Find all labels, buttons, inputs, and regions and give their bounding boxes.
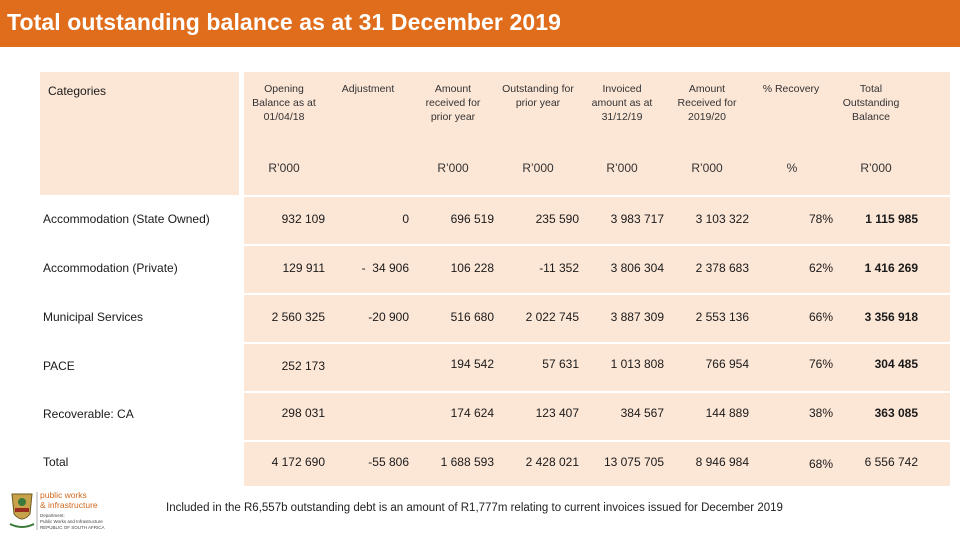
invoiced-cell: 13 075 705 <box>603 455 664 469</box>
col-header-received-prior: Amount received for prior year <box>425 83 481 123</box>
row-panel <box>244 197 950 244</box>
col-header-recovery: % Recovery <box>762 83 820 95</box>
received-current-cell: 766 954 <box>705 357 749 371</box>
category-label: Total <box>43 455 69 469</box>
adjustment-cell: 0 <box>402 212 409 226</box>
category-label: Accommodation (Private) <box>43 261 178 275</box>
unit-total-outstanding: R’000 <box>860 161 892 175</box>
received-prior-cell: 106 228 <box>450 261 494 275</box>
logo-line3: Department: <box>40 513 65 518</box>
col-header-outstanding-prior: Outstanding for prior year <box>502 83 574 109</box>
col-header-opening: Opening Balance as at 01/04/18 <box>252 83 316 123</box>
row-panel <box>244 393 950 440</box>
recovery-cell: 38% <box>808 406 833 420</box>
page-title: Total outstanding balance as at 31 December 2019 <box>7 9 562 35</box>
footnote: Included in the R6,557b outstanding debt is an amount of R1,777m relating to current invoices issued for December 2019 <box>166 502 783 514</box>
received-current-cell: 2 378 683 <box>695 261 749 275</box>
opening-cell: 129 911 <box>282 261 325 275</box>
unit-recovery: % <box>786 161 798 175</box>
row-panel <box>244 246 950 293</box>
department-logo <box>6 488 116 534</box>
row-panel <box>244 295 950 342</box>
total-outstanding-cell: 3 356 918 <box>864 310 918 324</box>
col-header-total-outstanding: Total Outstanding Balance <box>842 83 900 123</box>
opening-cell: 252 173 <box>281 359 325 373</box>
category-label: Accommodation (State Owned) <box>43 212 210 226</box>
opening-cell: 298 031 <box>281 406 325 420</box>
total-outstanding-cell: 6 556 742 <box>864 455 918 469</box>
unit-received-prior: R’000 <box>437 161 469 175</box>
total-outstanding-cell: 363 085 <box>874 406 918 420</box>
outstanding-prior-cell: 57 631 <box>542 357 579 371</box>
coat-of-arms-icon <box>6 488 116 534</box>
outstanding-prior-cell: 2 428 021 <box>525 455 579 469</box>
received-prior-cell: 516 680 <box>450 310 494 324</box>
total-outstanding-cell: 304 485 <box>874 357 918 371</box>
received-prior-cell: 174 624 <box>450 406 494 420</box>
total-outstanding-cell: 1 416 269 <box>864 261 918 275</box>
row-panel <box>244 442 950 486</box>
invoiced-cell: 384 567 <box>620 406 664 420</box>
categories-header: Categories <box>48 84 107 98</box>
logo-line4: Public Works and Infrastructure <box>40 519 103 524</box>
recovery-cell: 78% <box>808 212 833 226</box>
col-header-invoiced: Invoiced amount as at 31/12/19 <box>591 83 653 123</box>
opening-cell: 4 172 690 <box>271 455 325 469</box>
received-prior-cell: 194 542 <box>450 357 494 371</box>
logo-line5: REPUBLIC OF SOUTH AFRICA <box>40 525 105 530</box>
unit-invoiced: R’000 <box>606 161 638 175</box>
received-current-cell: 144 889 <box>705 406 749 420</box>
received-prior-cell: 696 519 <box>450 212 494 226</box>
opening-cell: 2 560 325 <box>271 310 325 324</box>
invoiced-cell: 3 806 304 <box>610 261 664 275</box>
adjustment-cell: -55 806 <box>368 455 409 469</box>
total-outstanding-cell: 1 115 985 <box>865 212 918 226</box>
received-current-cell: 8 946 984 <box>695 455 749 469</box>
opening-cell: 932 109 <box>281 212 325 226</box>
adjustment-cell: - 34 906 <box>361 261 409 275</box>
outstanding-prior-cell: 2 022 745 <box>525 310 579 324</box>
unit-opening: R’000 <box>268 161 300 175</box>
adjustment-cell: -20 900 <box>368 310 409 324</box>
received-prior-cell: 1 688 593 <box>440 455 494 469</box>
recovery-cell: 68% <box>808 457 833 471</box>
received-current-cell: 2 553 136 <box>695 310 749 324</box>
outstanding-prior-cell: 123 407 <box>535 406 579 420</box>
outstanding-prior-cell: -11 352 <box>539 261 579 275</box>
logo-line1: public works <box>40 490 87 500</box>
invoiced-cell: 1 013 808 <box>610 357 664 371</box>
recovery-cell: 62% <box>808 261 833 275</box>
recovery-cell: 76% <box>808 357 833 371</box>
received-current-cell: 3 103 322 <box>695 212 749 226</box>
unit-received-current: R’000 <box>691 161 723 175</box>
outstanding-prior-cell: 235 590 <box>535 212 579 226</box>
category-label: PACE <box>43 359 75 373</box>
unit-outstanding-prior: R’000 <box>522 161 554 175</box>
invoiced-cell: 3 887 309 <box>610 310 664 324</box>
category-label: Municipal Services <box>43 310 144 324</box>
category-label: Recoverable: CA <box>43 407 134 421</box>
recovery-cell: 66% <box>808 310 833 324</box>
row-panel <box>244 344 950 391</box>
col-header-received-current: Amount Received for 2019/20 <box>677 83 737 123</box>
col-header-adjustment: Adjustment <box>341 83 395 95</box>
logo-line2: & infrastructure <box>40 500 98 510</box>
invoiced-cell: 3 983 717 <box>610 212 664 226</box>
